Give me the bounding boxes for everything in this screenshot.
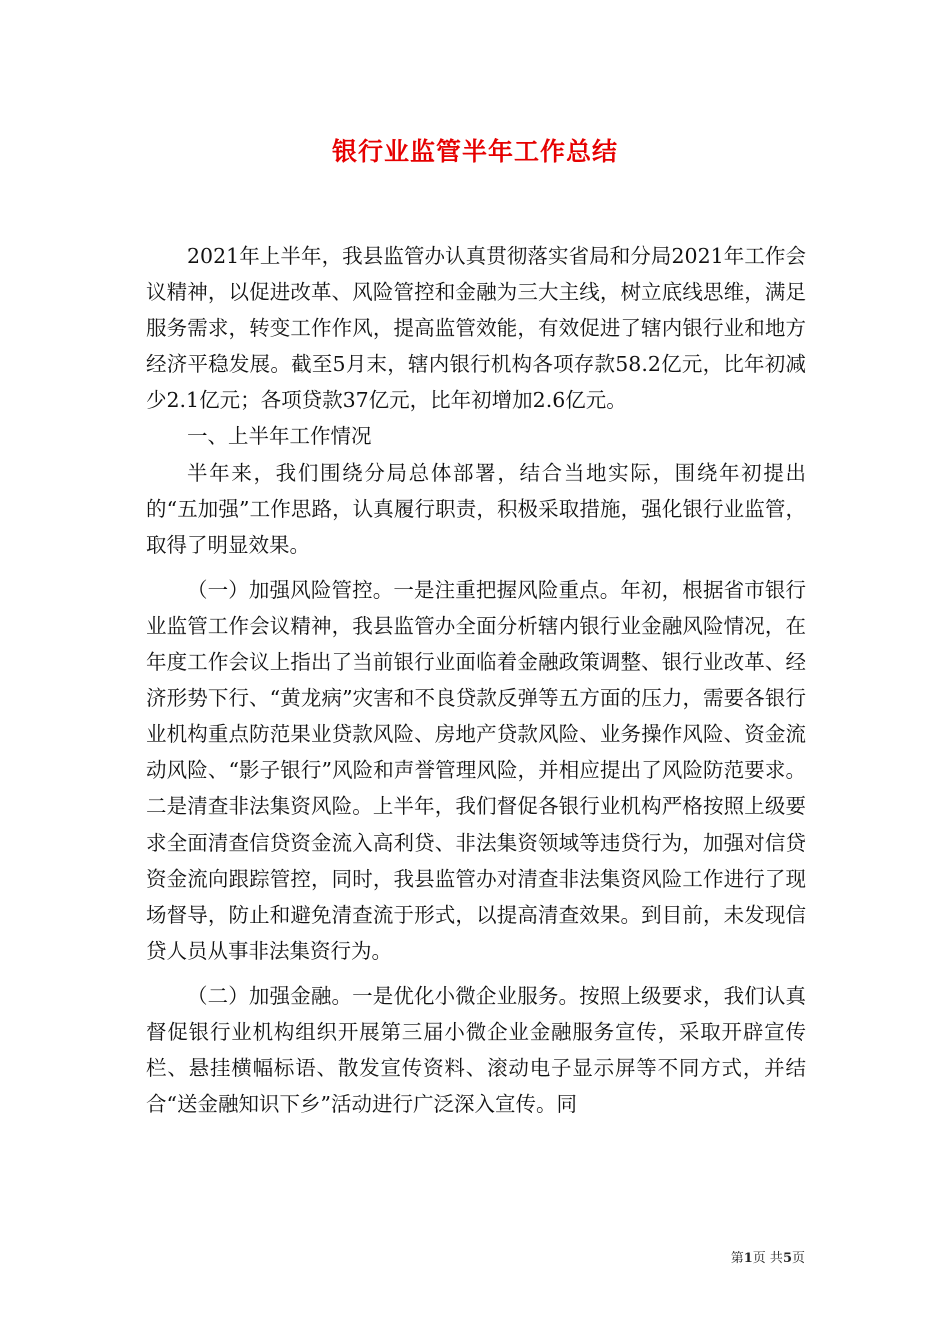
document-body bbox=[146, 238, 806, 1122]
footer-suffix: 页 bbox=[791, 1251, 805, 1266]
current-page-number: 1 bbox=[743, 1251, 753, 1266]
footer-middle: 页 共 bbox=[752, 1251, 783, 1266]
page-number-footer bbox=[731, 1247, 805, 1266]
paragraph-intro: 2021年上半年，我县监管办认真贯彻落实省局和分局2021年工作会议精神，以促进改革、风险管控和金融为三大主线，树立底线思维，满足服务需求，转变工作作风，提高监管效能，有效促进了辖内银行业和地方经济平稳发展。截至5月末，辖内银行机构各项存款58.2亿元，比年初减少2.1亿元；各项贷款37亿元，比年初增加2.6亿元。 bbox=[146, 244, 806, 413]
paragraph-finance: （二）加强金融。一是优化小微企业服务。按照上级要求，我们认真督促银行业机构组织开展第三届小微企业金融服务宣传，采取开辟宣传栏、悬挂横幅标语、散发宣传资料、滚动电子显示屏等不同方式，并结合“送金融知识下乡”活动进行广泛深入宣传。同 bbox=[146, 983, 806, 1117]
paragraph-overview: 半年来，我们围绕分局总体部署，结合当地实际，围绕年初提出的“五加强”工作思路，认真履行职责，积极采取措施，强化银行业监管，取得了明显效果。 bbox=[146, 460, 806, 557]
paragraph-risk-control: （一）加强风险管控。一是注重把握风险重点。年初，根据省市银行业监管工作会议精神，我县监管办全面分析辖内银行业金融风险情况，在年度工作会议上指出了当前银行业面临着金融政策调整、银行业改革、经济形势下行、“黄龙病”灾害和不良贷款反弹等五方面的压力，需要各银行业机构重点防范果业贷款风险、房地产贷款风险、业务操作风险、资金流动风险、“影子银行”风险和声誉管理风险，并相应提出了风险防范要求。二是清查非法集资风险。上半年，我们督促各银行业机构严格按照上级要求全面清查信贷资金流入高利贷、非法集资领域等违贷行为，加强对信贷资金流向跟踪管控，同时，我县监管办对清查非法集资风险工作进行了现场督导，防止和避免清查流于形式，以提高清查效果。到目前，未发现信贷人员从事非法集资行为。 bbox=[146, 577, 806, 963]
document-title: 银行业监管半年工作总结 bbox=[331, 137, 618, 166]
total-page-number: 5 bbox=[782, 1251, 792, 1266]
footer-prefix: 第 bbox=[730, 1251, 744, 1266]
section-heading-1: 一、上半年工作情况 bbox=[187, 424, 372, 449]
